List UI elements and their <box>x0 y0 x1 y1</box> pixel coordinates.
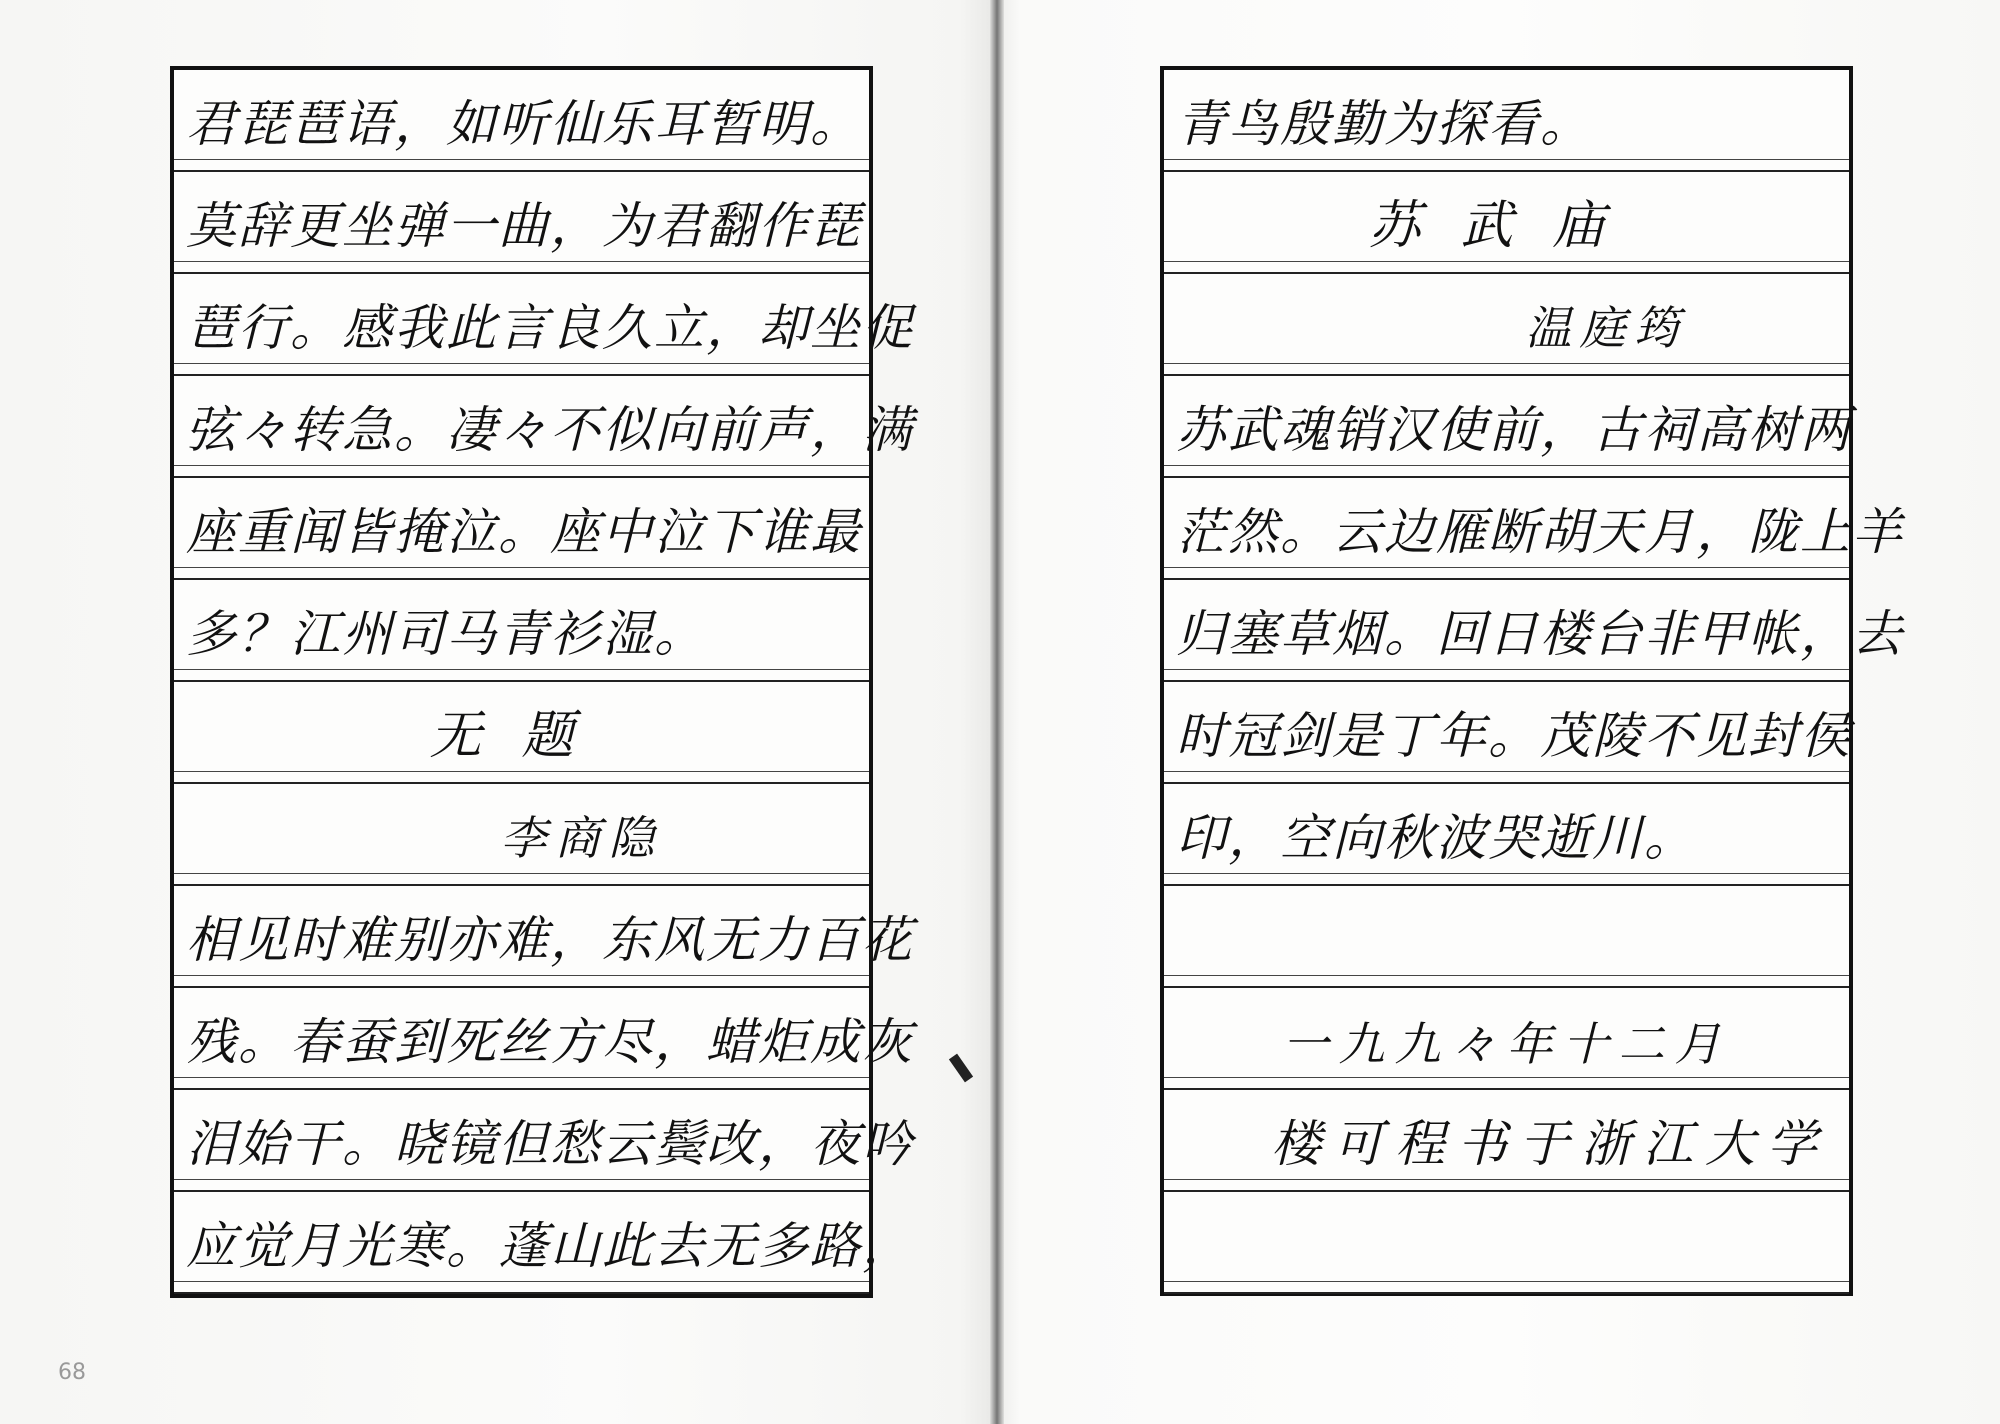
poem-line: 莫辞更坐弹一曲，为君翻作琵 <box>186 197 862 255</box>
right-page-row <box>1164 478 1904 580</box>
date-line: 一九九々年十二月 <box>1282 1017 1731 1071</box>
left-page-row <box>174 172 869 274</box>
poem-line: 弦々转急。凄々不似向前声，满 <box>186 401 914 459</box>
poem-line: 泪始干。晓镜但愁云鬓改，夜吟 <box>186 1115 914 1173</box>
poem-title: 苏武庙 <box>1368 196 1645 256</box>
left-page-row <box>174 784 869 886</box>
left-page-row <box>174 274 914 376</box>
left-page-row <box>174 988 914 1090</box>
poem-line: 相见时难别亦难，东风无力百花 <box>186 911 914 969</box>
left-page-row <box>174 1192 914 1294</box>
right-page-row <box>1164 70 1849 172</box>
left-page-row <box>174 376 914 478</box>
left-page-row <box>174 1090 914 1192</box>
right-page-row <box>1164 376 1852 478</box>
left-page-grid <box>170 66 914 1298</box>
poem-line: 青鸟殷勤为探看。 <box>1176 95 1592 153</box>
right-page-row <box>1164 1192 1849 1294</box>
poem-line: 时冠剑是丁年。茂陵不见封侯 <box>1176 707 1852 765</box>
book-spine <box>990 0 1004 1424</box>
left-page-rows <box>174 70 914 1294</box>
poem-line: 苏武魂销汉使前，古祠高树两 <box>1176 401 1852 459</box>
poem-line: 琶行。感我此言良久立，却坐促 <box>186 299 914 357</box>
poem-line: 座重闻皆掩泣。座中泣下谁最 <box>186 503 862 561</box>
poem-line: 归塞草烟。回日楼台非甲帐，去 <box>1176 605 1904 663</box>
signature-line: 楼可程书于浙江大学 <box>1271 1115 1829 1173</box>
scan-speck <box>949 1054 973 1083</box>
right-page-row <box>1164 1090 1849 1192</box>
poem-author: 温庭筠 <box>1525 301 1688 355</box>
right-page-row <box>1164 580 1904 682</box>
right-page-grid <box>1160 66 1904 1296</box>
left-page-row <box>174 682 869 784</box>
left-page-row <box>174 886 914 988</box>
left-page-row <box>174 478 869 580</box>
right-page-row <box>1164 274 1849 376</box>
left-page-row <box>174 70 869 172</box>
poem-title: 无题 <box>429 706 614 766</box>
poem-line: 茫然。云边雁断胡天月，陇上羊 <box>1176 503 1904 561</box>
page-number: 68 <box>58 1360 86 1385</box>
poem-line: 应觉月光寒。蓬山此去无多路， <box>186 1217 914 1275</box>
poem-line: 残。春蚕到死丝方尽，蜡炬成灰 <box>186 1013 914 1071</box>
right-page-row <box>1164 172 1849 274</box>
right-page-row <box>1164 784 1849 886</box>
right-page-row <box>1164 682 1852 784</box>
poem-line: 印，空向秋波哭逝川。 <box>1176 809 1696 867</box>
poem-author: 李商隐 <box>500 811 663 865</box>
right-page-row <box>1164 886 1849 988</box>
poem-line: 多？江州司马青衫湿。 <box>186 605 706 663</box>
right-page-row <box>1164 988 1849 1090</box>
poem-line: 君琵琶语，如听仙乐耳暂明。 <box>186 95 862 153</box>
left-page-row <box>174 580 869 682</box>
right-page-rows <box>1164 70 1904 1292</box>
